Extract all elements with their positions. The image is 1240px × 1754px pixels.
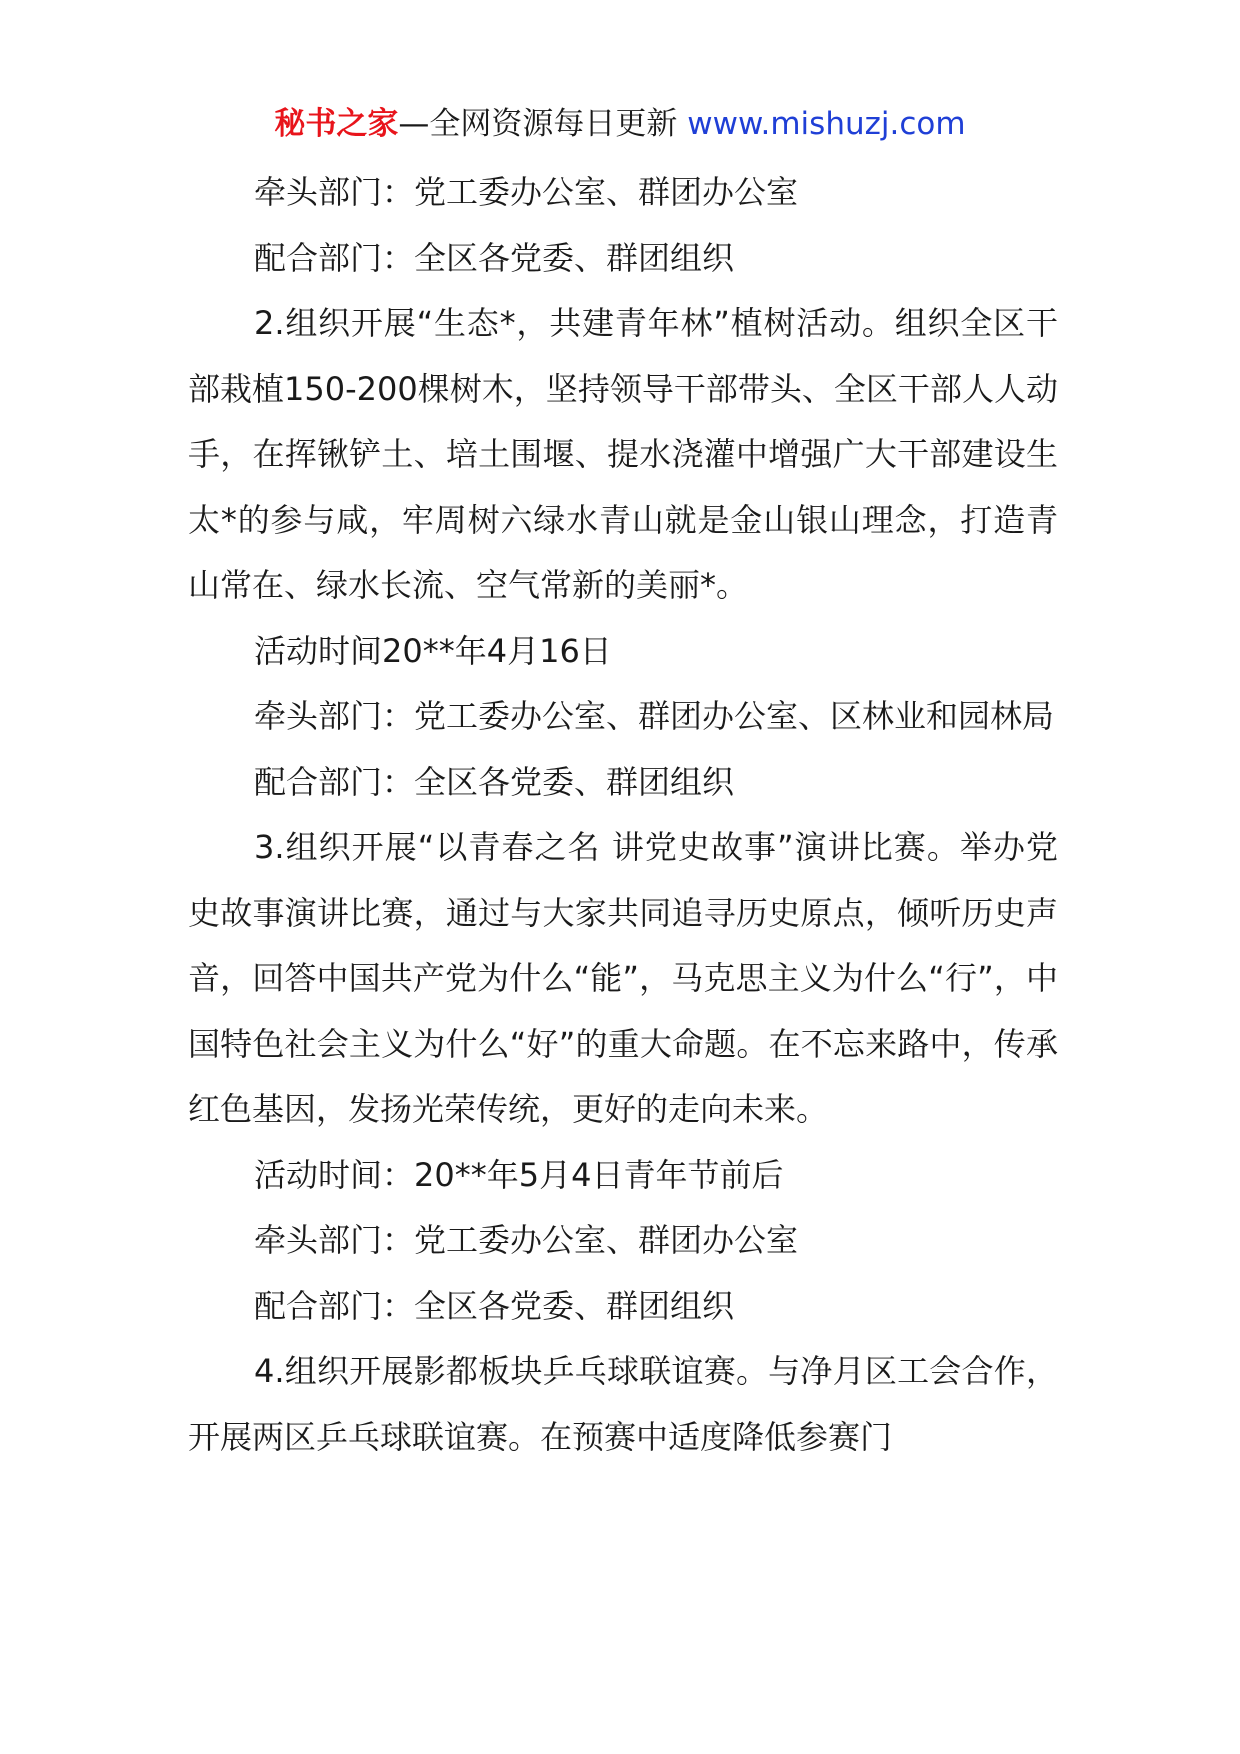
document-body (188, 160, 1058, 1470)
paragraph-activity-3: 3.组织开展“以青春之名 讲党史故事”演讲比赛。举办党史故事演讲比赛，通过与大家共同追寻历史原点，倾听历史声音，回答中国共产党为什么“能”，马克思主义为什么“行”，中国特色社会主义为什么“好”的重大命题。在不忘来路中，传承红色基因，发扬光荣传统，更好的走向未来。 (188, 828, 1058, 1128)
paragraph-coop-dept-2: 配合部门：全区各党委、群团组织 (254, 762, 735, 801)
paragraph-lead-dept-2: 牵头部门：党工委办公室、群团办公室、区林业和园林局 (254, 697, 1055, 735)
paragraph-activity-4: 4.组织开展影都板块乒乓球联谊赛。与净月区工会合作，开展两区乒乓球联谊赛。在预赛中适度降低参赛门 (188, 1352, 1058, 1456)
paragraph-time-2: 活动时间20**年4月16日 (254, 631, 612, 670)
paragraph-coop-dept-3: 配合部门：全区各党委、群团组织 (254, 1286, 735, 1325)
paragraph-lead-dept-3: 牵头部门：党工委办公室、群团办公室 (254, 1221, 799, 1259)
paragraph-lead-dept-1: 牵头部门：党工委办公室、群团办公室 (254, 173, 799, 211)
paragraph-coop-dept-1: 配合部门：全区各党委、群团组织 (254, 238, 735, 277)
paragraph-time-3: 活动时间：20**年5月4日青年节前后 (254, 1155, 784, 1194)
header-slogan: —全网资源每日更新 (398, 106, 688, 142)
brand-name: 秘书之家 (274, 106, 399, 142)
page-header (0, 100, 1240, 148)
website-link[interactable]: www.mishuzj.com (687, 106, 966, 142)
paragraph-activity-2: 2.组织开展“生态*，共建青年林”植树活动。组织全区干部栽植150-200棵树木，坚持领导干部带头、全区干部人人动手，在挥锹铲土、培土围堰、提水浇灌中增强广大干部建设生太*的参与咸，牢周树六绿水青山就是金山银山理念，打造青山常在、绿水长流、空气常新的美丽*。 (188, 304, 1058, 604)
